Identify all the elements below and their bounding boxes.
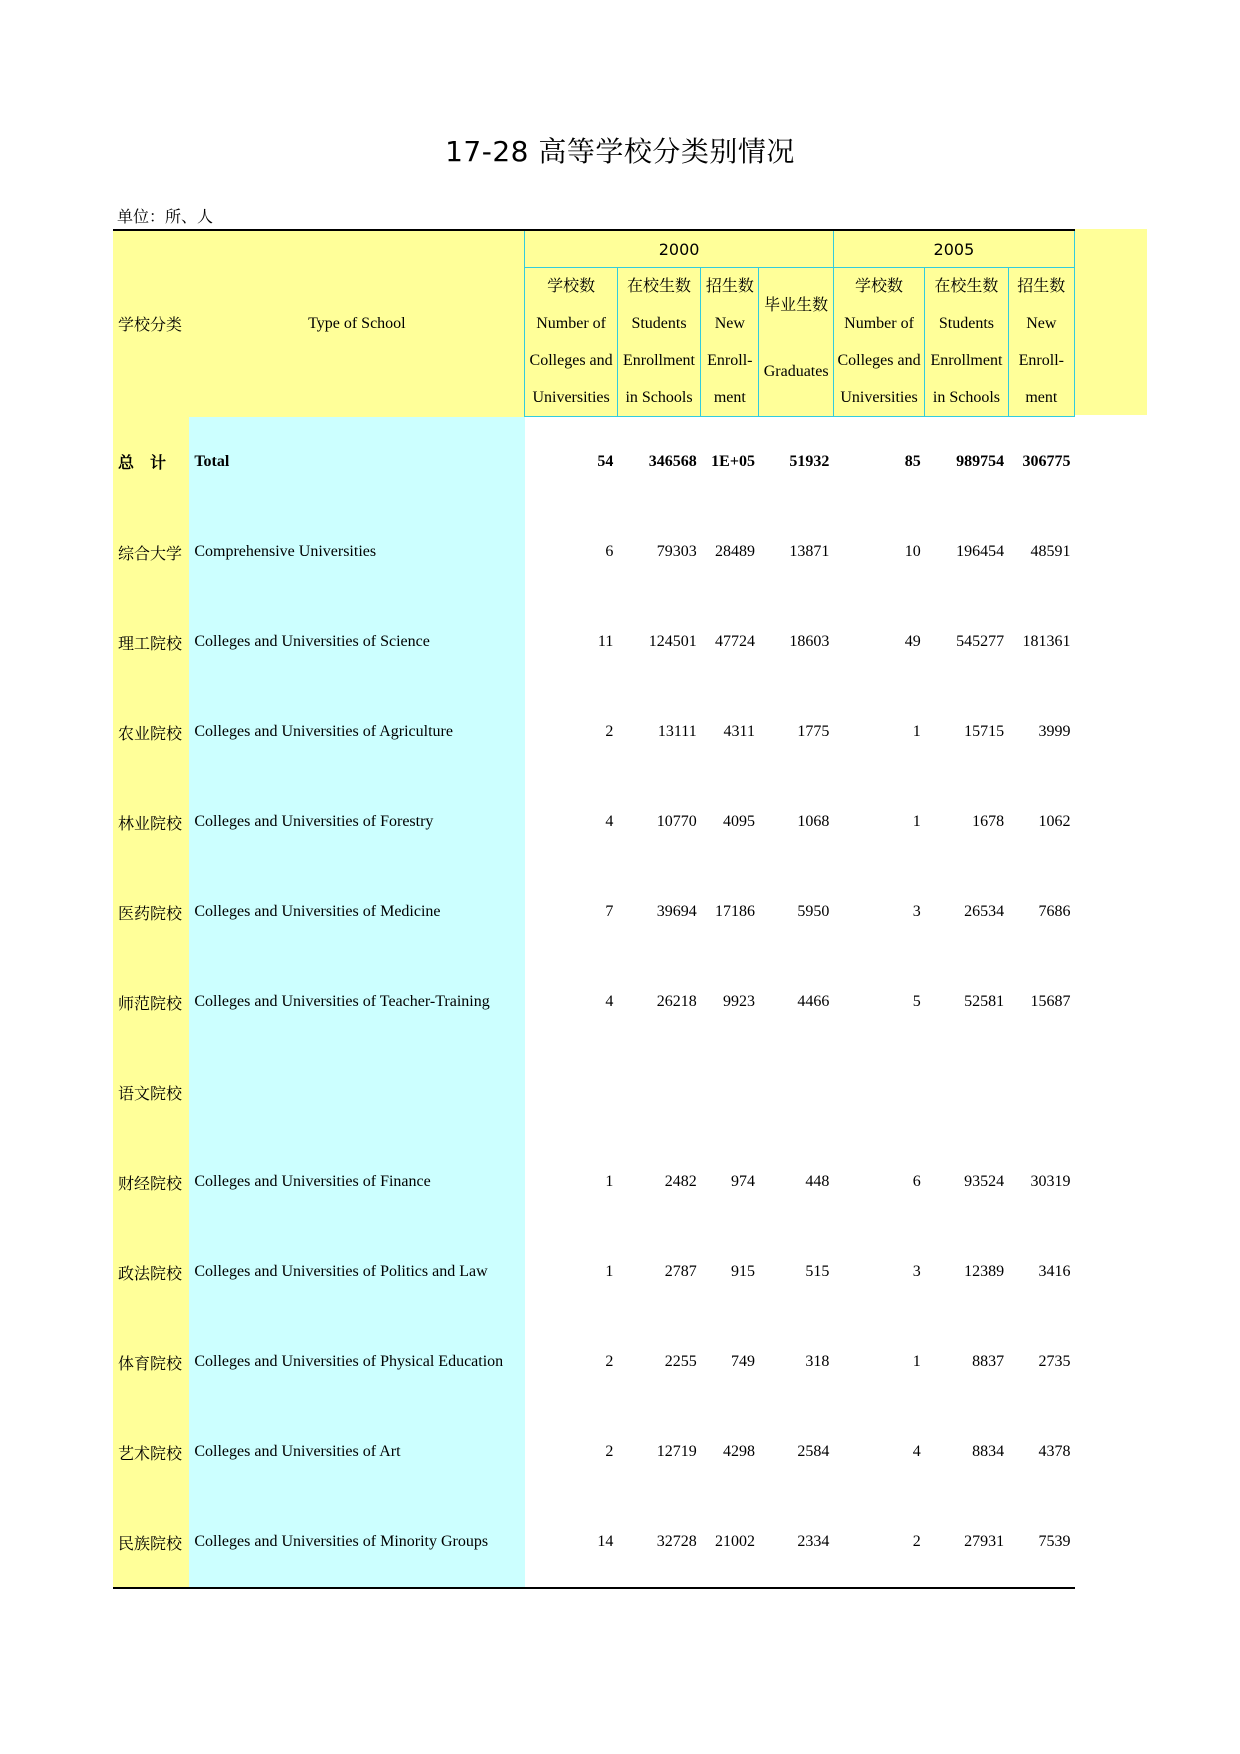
- row-label-en: Colleges and Universities of Forestry: [189, 777, 525, 867]
- value-cell: 6: [605, 543, 614, 560]
- column-header-en-line: Enrollment: [623, 352, 695, 369]
- row-label-en: [189, 1047, 525, 1137]
- column-header-cn: 在校生数: [626, 278, 691, 295]
- row-label-en: Colleges and Universities of Minority Groups: [189, 1497, 525, 1588]
- column-header-5: [925, 268, 1008, 417]
- value-cell: 2: [833, 1497, 924, 1588]
- column-header-en-line: in Schools: [932, 389, 1000, 406]
- column-header-cn: 学校数: [855, 278, 904, 295]
- value-cell: 181361: [1022, 633, 1071, 650]
- value-cell: 52581: [964, 993, 1005, 1010]
- row-label-en: Colleges and Universities of Finance: [189, 1137, 525, 1227]
- value-cell: 124501: [648, 633, 697, 650]
- row-label-cn: 医药院校: [113, 867, 189, 957]
- column-header-en-line: Colleges and: [837, 352, 921, 369]
- value-cell: 4: [605, 993, 614, 1010]
- value-cell: 989754: [956, 453, 1005, 470]
- row-label-en: Colleges and Universities of Teacher-Training: [189, 957, 525, 1047]
- row-label-en: Colleges and Universities of Art: [189, 1407, 525, 1497]
- column-header-en-line: Universities: [840, 389, 918, 406]
- value-cell: 47724: [714, 633, 755, 650]
- value-cell: 49: [904, 633, 921, 650]
- value-cell: 448: [805, 1173, 830, 1190]
- value-cell: 21002: [701, 1497, 759, 1588]
- table-row: [113, 1317, 1075, 1407]
- column-header-en-line: ment: [1025, 389, 1058, 406]
- value-cell: 7539: [1008, 1497, 1074, 1588]
- column-header-en-line: New: [1026, 315, 1057, 332]
- table-row: [113, 1227, 1075, 1317]
- value-cell: 974: [730, 1173, 755, 1190]
- column-header-en: Graduates: [763, 362, 829, 380]
- value-cell: 515: [805, 1263, 830, 1280]
- column-header-6: [1008, 268, 1074, 417]
- column-header-en-line: in Schools: [625, 389, 693, 406]
- column-header-en-line: Students: [938, 315, 994, 332]
- type-header-cn: 学校分类: [113, 230, 189, 417]
- value-cell: 17186: [714, 903, 755, 920]
- value-cell: 4298: [722, 1443, 755, 1460]
- year-2005-header: 2005: [833, 230, 1074, 268]
- value-cell: 2787: [664, 1263, 697, 1280]
- value-cell: 18603: [789, 633, 830, 650]
- header-fill-extension: [1075, 229, 1147, 415]
- value-cell: 196454: [956, 543, 1005, 560]
- value-cell: 8834: [972, 1443, 1005, 1460]
- column-header-cn: 学校数: [547, 278, 596, 295]
- value-cell: 14: [525, 1497, 617, 1588]
- value-cell: 93524: [964, 1173, 1005, 1190]
- row-label-cn: 总 计: [113, 417, 189, 508]
- row-label-cn: 政法院校: [113, 1227, 189, 1317]
- value-cell: 10770: [656, 813, 697, 830]
- value-cell: 4: [912, 1443, 921, 1460]
- value-cell: 13871: [789, 543, 830, 560]
- column-header-3: [759, 268, 833, 417]
- value-cell: 30319: [1030, 1173, 1071, 1190]
- column-header-en-line: ment: [713, 389, 746, 406]
- value-cell: [1008, 1047, 1074, 1137]
- column-header-cn: 毕业生数: [764, 296, 829, 314]
- column-header-0: [525, 268, 617, 417]
- value-cell: 9923: [722, 993, 755, 1010]
- value-cell: 3416: [1038, 1263, 1071, 1280]
- value-cell: [925, 1047, 1008, 1137]
- value-cell: 5950: [797, 903, 830, 920]
- type-header-en: Type of School: [189, 230, 525, 417]
- column-header-en-line: New: [714, 315, 745, 332]
- value-cell: 306775: [1022, 453, 1071, 470]
- column-header-4: [833, 268, 924, 417]
- column-header-1: [617, 268, 700, 417]
- value-cell: 4466: [797, 993, 830, 1010]
- value-cell: 15687: [1030, 993, 1071, 1010]
- page-title: 17-28 高等学校分类别情况: [445, 135, 795, 168]
- value-cell: 545277: [956, 633, 1005, 650]
- row-label-cn: 理工院校: [113, 597, 189, 687]
- column-header-en-line: Universities: [532, 389, 610, 406]
- column-header-cn: 在校生数: [934, 278, 999, 295]
- row-label-en: Colleges and Universities of Physical Education: [189, 1317, 525, 1407]
- value-cell: 3: [912, 1263, 921, 1280]
- value-cell: 1: [912, 1353, 921, 1370]
- value-cell: 79303: [656, 543, 697, 560]
- value-cell: 6: [912, 1173, 921, 1190]
- value-cell: 1068: [797, 813, 830, 830]
- value-cell: 12389: [964, 1263, 1005, 1280]
- table-row: [113, 507, 1075, 597]
- value-cell: 2334: [759, 1497, 833, 1588]
- value-cell: 27931: [925, 1497, 1008, 1588]
- table-row: [113, 687, 1075, 777]
- value-cell: 48591: [1030, 543, 1071, 560]
- row-label-en: Total: [189, 417, 525, 508]
- value-cell: 2255: [664, 1353, 697, 1370]
- value-cell: [759, 1047, 833, 1137]
- value-cell: 915: [730, 1263, 755, 1280]
- value-cell: 39694: [656, 903, 697, 920]
- value-cell: 32728: [617, 1497, 700, 1588]
- row-label-cn: 语文院校: [113, 1047, 189, 1137]
- row-label-en: Colleges and Universities of Science: [189, 597, 525, 687]
- value-cell: [701, 1047, 759, 1137]
- value-cell: 5: [912, 993, 921, 1010]
- table-row: [113, 777, 1075, 867]
- value-cell: 2: [605, 723, 614, 740]
- table-row: [113, 957, 1075, 1047]
- row-label-cn: 财经院校: [113, 1137, 189, 1227]
- value-cell: 12719: [656, 1443, 697, 1460]
- value-cell: 28489: [714, 543, 755, 560]
- unit-label: 单位：所、人: [117, 209, 214, 226]
- column-header-cn: 招生数: [1017, 278, 1066, 295]
- value-cell: 1: [912, 813, 921, 830]
- row-label-cn: 师范院校: [113, 957, 189, 1047]
- value-cell: [525, 1047, 617, 1137]
- value-cell: 2: [605, 1443, 614, 1460]
- value-cell: 2: [605, 1353, 614, 1370]
- row-label-cn: 林业院校: [113, 777, 189, 867]
- column-header-2: [701, 268, 759, 417]
- row-label-cn: 综合大学: [113, 507, 189, 597]
- value-cell: [833, 1047, 924, 1137]
- value-cell: 1: [605, 1263, 614, 1280]
- row-label-cn: 农业院校: [113, 687, 189, 777]
- value-cell: 2584: [797, 1443, 830, 1460]
- value-cell: 85: [904, 453, 921, 470]
- value-cell: 13111: [657, 723, 697, 740]
- table-row: [113, 1137, 1075, 1227]
- value-cell: 51932: [789, 453, 830, 470]
- value-cell: 749: [730, 1353, 755, 1370]
- table-row: [113, 1497, 1075, 1588]
- value-cell: 1062: [1038, 813, 1071, 830]
- value-cell: 26534: [964, 903, 1005, 920]
- value-cell: 1775: [797, 723, 830, 740]
- row-label-cn: 艺术院校: [113, 1407, 189, 1497]
- value-cell: 1E+05: [711, 453, 755, 470]
- value-cell: 346568: [648, 453, 697, 470]
- row-label-cn: 体育院校: [113, 1317, 189, 1407]
- value-cell: 11: [597, 633, 614, 650]
- value-cell: 2735: [1038, 1353, 1071, 1370]
- value-cell: 3999: [1038, 723, 1071, 740]
- table-row: [113, 597, 1075, 687]
- value-cell: 4378: [1038, 1443, 1071, 1460]
- column-header-en-line: Enroll-: [1018, 352, 1064, 369]
- value-cell: 7: [605, 903, 614, 920]
- value-cell: 4: [605, 813, 614, 830]
- year-2000-header: 2000: [525, 230, 833, 268]
- column-header-en-line: Enrollment: [930, 352, 1003, 369]
- column-header-en-line: Colleges and: [529, 352, 613, 369]
- value-cell: 26218: [656, 993, 697, 1010]
- value-cell: 4311: [723, 723, 755, 740]
- value-cell: 8837: [972, 1353, 1005, 1370]
- value-cell: 54: [597, 453, 614, 470]
- column-header-en-line: Students: [631, 315, 687, 332]
- value-cell: 3: [912, 903, 921, 920]
- column-header-cn: 招生数: [705, 278, 754, 295]
- statistics-table: [113, 229, 1075, 1589]
- table-row: [113, 1407, 1075, 1497]
- value-cell: 1678: [972, 813, 1005, 830]
- row-label-cn: 民族院校: [113, 1497, 189, 1588]
- total-row: [113, 417, 1075, 508]
- value-cell: 1: [912, 723, 921, 740]
- value-cell: 1: [605, 1173, 614, 1190]
- column-header-en-line: Number of: [844, 315, 914, 332]
- column-header-en-line: Enroll-: [707, 352, 753, 369]
- value-cell: 318: [805, 1353, 830, 1370]
- table-row: [113, 867, 1075, 957]
- table-row: [113, 1047, 1075, 1137]
- column-header-en-line: Number of: [536, 315, 606, 332]
- row-label-en: Colleges and Universities of Agriculture: [189, 687, 525, 777]
- row-label-en: Comprehensive Universities: [189, 507, 525, 597]
- value-cell: 10: [904, 543, 921, 560]
- row-label-en: Colleges and Universities of Politics and Law: [189, 1227, 525, 1317]
- value-cell: 2482: [664, 1173, 697, 1190]
- value-cell: 7686: [1038, 903, 1071, 920]
- row-label-en: Colleges and Universities of Medicine: [189, 867, 525, 957]
- value-cell: 15715: [964, 723, 1005, 740]
- value-cell: [617, 1047, 700, 1137]
- value-cell: 4095: [722, 813, 755, 830]
